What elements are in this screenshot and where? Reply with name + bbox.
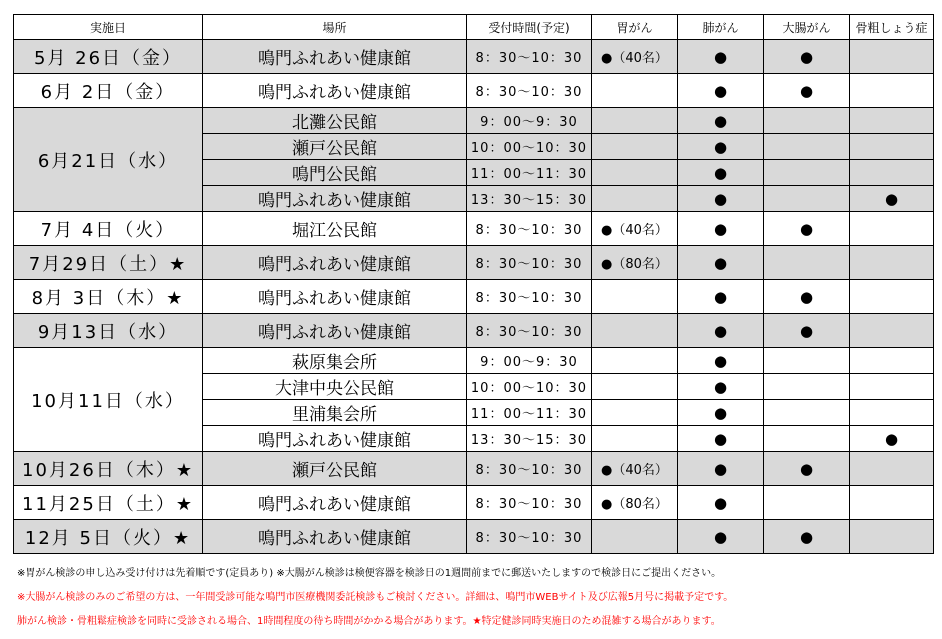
stomach-cell bbox=[592, 400, 678, 426]
colon-cell: ● bbox=[764, 212, 850, 246]
table-row bbox=[14, 74, 934, 108]
table-row bbox=[14, 486, 934, 520]
bone-cell bbox=[850, 314, 934, 348]
table-row bbox=[14, 520, 934, 554]
lung-cell: ● bbox=[678, 160, 764, 186]
stomach-cell: ●（40名） bbox=[592, 40, 678, 74]
colon-cell: ● bbox=[764, 280, 850, 314]
stomach-cell bbox=[592, 426, 678, 452]
header-place: 場所 bbox=[203, 15, 467, 40]
date-cell: 6月21日（水） bbox=[14, 108, 203, 212]
bone-cell bbox=[850, 348, 934, 374]
lung-cell: ● bbox=[678, 134, 764, 160]
date-cell: 6月 2日（金） bbox=[14, 74, 203, 108]
stomach-cell bbox=[592, 520, 678, 554]
table-row bbox=[14, 280, 934, 314]
time-cell: 8：30〜10：30 bbox=[467, 452, 592, 486]
time-cell: 8：30〜10：30 bbox=[467, 74, 592, 108]
colon-cell: ● bbox=[764, 40, 850, 74]
stomach-cell bbox=[592, 314, 678, 348]
lung-cell: ● bbox=[678, 40, 764, 74]
time-cell: 13：30〜15：30 bbox=[467, 186, 592, 212]
place-cell: 鳴門ふれあい健康館 bbox=[203, 280, 467, 314]
colon-cell bbox=[764, 374, 850, 400]
time-cell: 9：00〜9：30 bbox=[467, 348, 592, 374]
bone-cell bbox=[850, 108, 934, 134]
colon-cell bbox=[764, 108, 850, 134]
colon-cell: ● bbox=[764, 74, 850, 108]
table-row bbox=[14, 246, 934, 280]
time-cell: 8：30〜10：30 bbox=[467, 314, 592, 348]
stomach-cell bbox=[592, 74, 678, 108]
date-cell: 10月26日（木）★ bbox=[14, 452, 203, 486]
footnote-colon-only: ※大腸がん検診のみのご希望の方は、一年間受診可能な鳴門市医療機関委託検診もご検討ください。詳細は、鳴門市WEBサイト及び広報5月号に掲載予定です。 bbox=[17, 592, 734, 603]
place-cell: 鳴門ふれあい健康館 bbox=[203, 520, 467, 554]
footnotes bbox=[17, 562, 733, 634]
place-cell: 鳴門公民館 bbox=[203, 160, 467, 186]
colon-cell: ● bbox=[764, 314, 850, 348]
time-cell: 8：30〜10：30 bbox=[467, 520, 592, 554]
colon-cell bbox=[764, 426, 850, 452]
colon-cell bbox=[764, 486, 850, 520]
bone-cell bbox=[850, 134, 934, 160]
lung-cell: ● bbox=[678, 280, 764, 314]
place-cell: 鳴門ふれあい健康館 bbox=[203, 186, 467, 212]
colon-cell bbox=[764, 186, 850, 212]
time-cell: 8：30〜10：30 bbox=[467, 246, 592, 280]
table-row bbox=[14, 108, 934, 134]
bone-cell: ● bbox=[850, 426, 934, 452]
place-cell: 北灘公民館 bbox=[203, 108, 467, 134]
lung-cell: ● bbox=[678, 108, 764, 134]
header-osteoporosis: 骨粗しょう症 bbox=[850, 15, 934, 40]
bone-cell bbox=[850, 74, 934, 108]
lung-cell: ● bbox=[678, 246, 764, 280]
colon-cell: ● bbox=[764, 452, 850, 486]
lung-cell: ● bbox=[678, 400, 764, 426]
time-cell: 11：00〜11：30 bbox=[467, 400, 592, 426]
time-cell: 10：00〜10：30 bbox=[467, 134, 592, 160]
bone-cell bbox=[850, 280, 934, 314]
stomach-cell bbox=[592, 280, 678, 314]
bone-cell bbox=[850, 486, 934, 520]
header-row bbox=[14, 15, 934, 40]
time-cell: 8：30〜10：30 bbox=[467, 486, 592, 520]
bone-cell bbox=[850, 452, 934, 486]
time-cell: 9：00〜9：30 bbox=[467, 108, 592, 134]
stomach-cell bbox=[592, 160, 678, 186]
header-stomach-cancer: 胃がん bbox=[592, 15, 678, 40]
lung-cell: ● bbox=[678, 212, 764, 246]
table-row bbox=[14, 212, 934, 246]
header-time: 受付時間(予定) bbox=[467, 15, 592, 40]
time-cell: 8：30〜10：30 bbox=[467, 212, 592, 246]
date-cell: 7月 4日（火） bbox=[14, 212, 203, 246]
time-cell: 11：00〜11：30 bbox=[467, 160, 592, 186]
date-cell: 10月11日（水） bbox=[14, 348, 203, 452]
stomach-cell: ●（80名） bbox=[592, 486, 678, 520]
bone-cell bbox=[850, 246, 934, 280]
colon-cell bbox=[764, 134, 850, 160]
lung-cell: ● bbox=[678, 314, 764, 348]
place-cell: 瀬戸公民館 bbox=[203, 134, 467, 160]
stomach-cell bbox=[592, 186, 678, 212]
time-cell: 8：30〜10：30 bbox=[467, 280, 592, 314]
stomach-cell: ●（80名） bbox=[592, 246, 678, 280]
lung-cell: ● bbox=[678, 374, 764, 400]
table-row bbox=[14, 452, 934, 486]
footnote-waiting-time: 肺がん検診・骨粗鬆症検診を同時に受診される場合、1時間程度の待ち時間がかかる場合があります。★特定健診同時実施日のため混雑する場合があります。 bbox=[17, 616, 721, 627]
stomach-cell: ●（40名） bbox=[592, 212, 678, 246]
footnote-reception: ※胃がん検診の申し込み受け付けは先着順です(定員あり) ※大腸がん検診は検便容器を検診日の1週間前までに郵送いたしますので検診日にご提出ください。 bbox=[17, 568, 722, 579]
time-cell: 13：30〜15：30 bbox=[467, 426, 592, 452]
bone-cell bbox=[850, 374, 934, 400]
date-cell: 7月29日（土）★ bbox=[14, 246, 203, 280]
place-cell: 大津中央公民館 bbox=[203, 374, 467, 400]
colon-cell bbox=[764, 400, 850, 426]
table-row bbox=[14, 40, 934, 74]
lung-cell: ● bbox=[678, 74, 764, 108]
bone-cell bbox=[850, 40, 934, 74]
bone-cell bbox=[850, 160, 934, 186]
place-cell: 鳴門ふれあい健康館 bbox=[203, 74, 467, 108]
bone-cell bbox=[850, 212, 934, 246]
place-cell: 堀江公民館 bbox=[203, 212, 467, 246]
place-cell: 瀬戸公民館 bbox=[203, 452, 467, 486]
stomach-cell bbox=[592, 348, 678, 374]
date-cell: 8月 3日（木）★ bbox=[14, 280, 203, 314]
place-cell: 鳴門ふれあい健康館 bbox=[203, 486, 467, 520]
lung-cell: ● bbox=[678, 486, 764, 520]
place-cell: 鳴門ふれあい健康館 bbox=[203, 426, 467, 452]
table-row bbox=[14, 348, 934, 374]
lung-cell: ● bbox=[678, 348, 764, 374]
stomach-cell bbox=[592, 374, 678, 400]
place-cell: 鳴門ふれあい健康館 bbox=[203, 40, 467, 74]
place-cell: 萩原集会所 bbox=[203, 348, 467, 374]
time-cell: 10：00〜10：30 bbox=[467, 374, 592, 400]
stomach-cell bbox=[592, 134, 678, 160]
header-date: 実施日 bbox=[14, 15, 203, 40]
schedule-table bbox=[13, 14, 934, 554]
lung-cell: ● bbox=[678, 186, 764, 212]
place-cell: 鳴門ふれあい健康館 bbox=[203, 314, 467, 348]
place-cell: 鳴門ふれあい健康館 bbox=[203, 246, 467, 280]
colon-cell: ● bbox=[764, 520, 850, 554]
lung-cell: ● bbox=[678, 520, 764, 554]
lung-cell: ● bbox=[678, 426, 764, 452]
bone-cell: ● bbox=[850, 186, 934, 212]
date-cell: 11月25日（土）★ bbox=[14, 486, 203, 520]
table-row bbox=[14, 314, 934, 348]
bone-cell bbox=[850, 520, 934, 554]
bone-cell bbox=[850, 400, 934, 426]
date-cell: 5月 26日（金） bbox=[14, 40, 203, 74]
stomach-cell bbox=[592, 108, 678, 134]
colon-cell bbox=[764, 160, 850, 186]
header-lung-cancer: 肺がん bbox=[678, 15, 764, 40]
colon-cell bbox=[764, 348, 850, 374]
place-cell: 里浦集会所 bbox=[203, 400, 467, 426]
date-cell: 9月13日（水） bbox=[14, 314, 203, 348]
time-cell: 8：30〜10：30 bbox=[467, 40, 592, 74]
lung-cell: ● bbox=[678, 452, 764, 486]
date-cell: 12月 5日（火）★ bbox=[14, 520, 203, 554]
colon-cell bbox=[764, 246, 850, 280]
stomach-cell: ●（40名） bbox=[592, 452, 678, 486]
header-colon-cancer: 大腸がん bbox=[764, 15, 850, 40]
